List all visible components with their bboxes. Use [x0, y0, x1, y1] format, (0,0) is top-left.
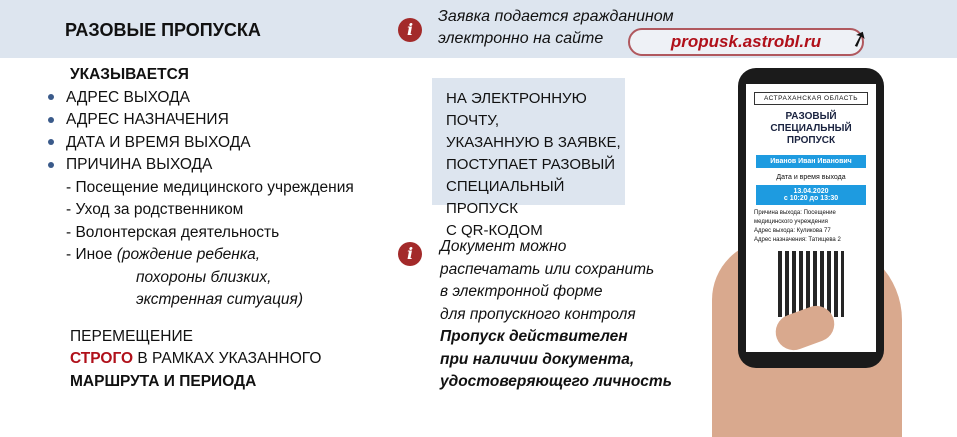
email-info-box [432, 78, 625, 239]
list-item: АДРЕС ВЫХОДА [66, 88, 190, 106]
note-line: для пропускного контроля [440, 305, 636, 323]
document-note [440, 236, 672, 394]
note-bold: удостоверяющего личность [440, 373, 672, 390]
strict-text: СТРОГО [70, 350, 134, 367]
note-bold: при наличии документа, [440, 350, 635, 368]
pass-title: ПРОПУСК [786, 135, 836, 146]
box-line: СПЕЦИАЛЬНЫЙ ПРОПУСК [446, 178, 565, 217]
pass-time: с 10:20 до 13:30 [783, 195, 839, 202]
pass-title: СПЕЦИАЛЬНЫЙ [770, 123, 852, 134]
note-line: распечатать или сохранить [440, 260, 655, 278]
reason-detail: похороны близких, [136, 268, 272, 286]
bullet-icon [48, 117, 54, 123]
reason-item: - Посещение медицинского учреждения [66, 178, 354, 196]
movement-text: МАРШРУТА И ПЕРИОДА [70, 372, 257, 390]
box-line: ПОСТУПАЕТ РАЗОВЫЙ [446, 156, 616, 173]
list-item: АДРЕС НАЗНАЧЕНИЯ [66, 111, 229, 128]
cursor-icon: ➚ [846, 23, 872, 54]
bullet-icon [48, 162, 54, 168]
page-title: РАЗОВЫЕ ПРОПУСКА [65, 20, 261, 40]
hint-line: электронно на сайте [438, 30, 604, 47]
box-line: НА ЭЛЕКТРОННУЮ ПОЧТУ, [446, 90, 587, 129]
pass-detail: Адрес назначения: Татищева 2 [754, 237, 841, 243]
list-item: ДАТА И ВРЕМЯ ВЫХОДА [66, 133, 251, 151]
movement-text: ПЕРЕМЕЩЕНИЕ [70, 327, 193, 345]
list-heading: УКАЗЫВАЕТСЯ [70, 66, 189, 83]
list-item: ПРИЧИНА ВЫХОДА [66, 156, 213, 173]
website-link[interactable]: propusk.astrobl.ru [628, 28, 864, 56]
region-label: АСТРАХАНСКАЯ ОБЛАСТЬ [754, 92, 868, 105]
pass-detail: медицинского учреждения [754, 219, 828, 225]
box-line: С QR-КОДОМ [446, 222, 543, 239]
pass-title: РАЗОВЫЙ [785, 111, 837, 122]
movement-text: В РАМКАХ УКАЗАННОГО [133, 350, 322, 367]
reason-item: - Иное [66, 246, 117, 263]
note-line: в электронной форме [440, 283, 603, 300]
box-line: УКАЗАННУЮ В ЗАЯВКЕ, [446, 134, 621, 151]
note-line: Документ можно [440, 238, 567, 255]
datetime-label: Дата и время выхода [776, 174, 846, 181]
info-icon: i [398, 18, 422, 42]
pass-detail: Адрес выхода: Куликова 77 [754, 228, 831, 234]
reason-detail: (рождение ребенка, [116, 246, 261, 263]
info-icon: i [398, 242, 422, 266]
pass-name: Иванов Иван Иванович [756, 155, 866, 168]
requirements-list [48, 64, 354, 393]
bullet-icon [48, 94, 54, 100]
pass-detail: Причина выхода: Посещение [754, 210, 836, 216]
bullet-icon [48, 139, 54, 145]
reason-detail: экстренная ситуация) [136, 291, 303, 308]
hint-line: Заявка подается гражданином [438, 8, 674, 25]
note-bold: Пропуск действителен [440, 328, 628, 345]
reason-item: - Уход за родственником [66, 201, 244, 218]
pass-date: 13.04.2020 [793, 188, 829, 195]
reason-item: - Волонтерская деятельность [66, 223, 280, 241]
